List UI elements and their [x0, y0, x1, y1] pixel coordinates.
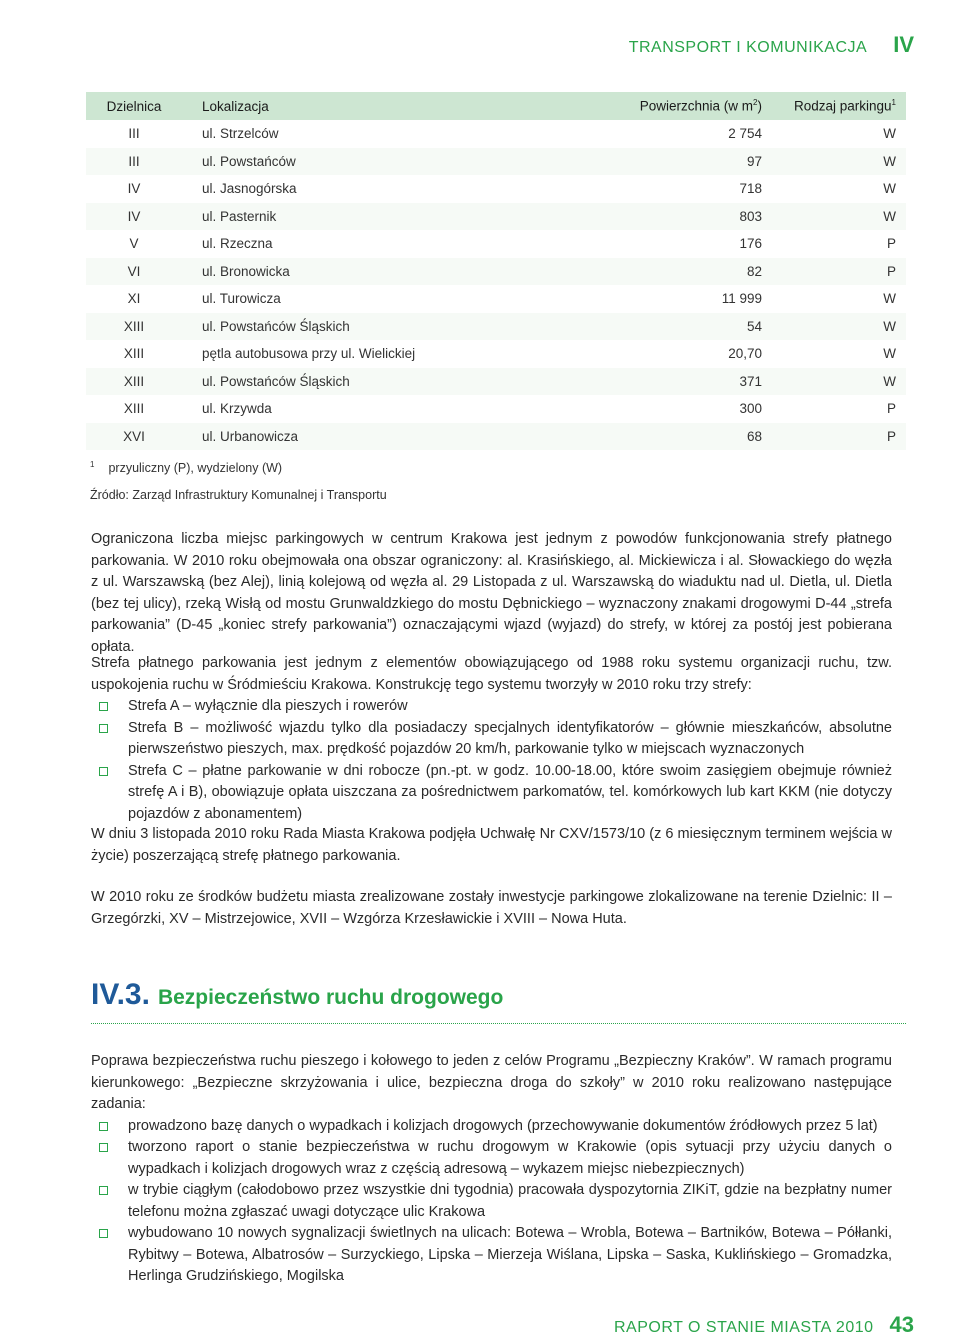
paragraph-zone-intro: Strefa płatnego parkowania jest jednym z elementów obowiązującego od 1988 roku systemu organizacji ruchu, tzw. uspokojenia ruchu w Śródmieściu Krakowa. Konstrukcję tego systemu tworzyły w 2010 roku trzy strefy: [91, 655, 892, 693]
square-bullet-icon [99, 1229, 108, 1238]
cell-type: P [886, 236, 896, 252]
zone-list [91, 696, 892, 825]
cell-type: W [766, 203, 906, 231]
cell-type: W [883, 346, 896, 362]
cell-location: ul. Powstańców Śląskich [192, 313, 554, 341]
cell-type: W [766, 313, 906, 341]
cell-location: ul. Strzelców [202, 126, 279, 142]
col-area: Powierzchnia (w $m^2$) [554, 92, 766, 120]
table-row [86, 175, 906, 203]
paragraph-paid-zone [91, 653, 892, 825]
cell-type: W [883, 291, 896, 307]
chapter-number: IV [893, 32, 914, 57]
cell-area: 97 [554, 148, 766, 176]
square-bullet-icon [99, 1186, 108, 1195]
cell-type: W [766, 148, 906, 176]
cell-location: ul. Urbanowicza [192, 423, 554, 451]
table-footnote: $^1$ przyuliczny (P), wydzielony (W) [90, 460, 283, 476]
cell-district: XIII [86, 368, 192, 396]
list-item: Strefa C – płatne parkowanie w dni robocze (pn.-pt. w godz. 10.00-18.00, które swoim zasięgiem obejmuje również strefę A i B), obowiązuje opłata uiszczana za pośrednictwem parkomatów, tel. komórkowych lub kart KKM (nie dotyczy pojazdów z abonamentem) [91, 761, 892, 826]
page-number: 43 [889, 1312, 914, 1337]
table-row [86, 230, 906, 258]
paragraph-investments: W 2010 roku ze środków budżetu miasta zrealizowane zostały inwestycje parkingowe zlokalizowane na terenie Dzielnic: II – Grzegórzki, XV – Mistrzejowice, XVII – Wzgórza Krzesławickie i XVIII – Nowa Huta. [91, 889, 892, 927]
cell-area: 11 999 [721, 291, 762, 307]
cell-type: P [766, 423, 906, 451]
table-row [86, 148, 906, 176]
cell-district: XIII [123, 401, 145, 417]
cell-type: W [883, 181, 896, 197]
cell-area: 803 [554, 203, 766, 231]
paragraph-parking-limit: Ograniczona liczba miejsc parkingowych w centrum Krakowa jest jednym z powodów funkcjonowania strefy płatnego parkowania. W 2010 roku obejmowała ona obszar ograniczony: al. Krasińskiego, al. Mickiewicza i al. Słowackiego do węzła z ul. Warszawską (bez Alej), linią kolejową od węzła al. 29 Listopada z ul. Warszawską do wiaduktu nad ul. Dietla, ul. Dietla (bez tej ulicy), rzeką Wisłą od mostu Grunwaldzkiego do mostu Dębnickiego – wyznaczony znakami drogowymi D-44 „strefa parkowania” (D-45 „koniec strefy parkowania”) oznaczającymi wjazd (wyjazd) do strefy, w której za postój jest pobierana opłata. [91, 531, 892, 655]
task-list [91, 1116, 892, 1288]
cell-area: 2 754 [728, 126, 762, 142]
cell-type: W [883, 126, 896, 142]
cell-district: IV [127, 181, 141, 197]
cell-type: W [766, 368, 906, 396]
table-row [86, 313, 906, 341]
paragraph-resolution: W dniu 3 listopada 2010 roku Rada Miasta Krakowa podjęła Uchwałę Nr CXV/1573/10 (z 6 miesięcznym terminem wejścia w życie) poszerzającą strefę płatnego parkowania. [91, 826, 892, 864]
list-item: Strefa A – wyłącznie dla pieszych i rowerów [91, 696, 892, 718]
page-footer [614, 1312, 914, 1338]
cell-district: III [128, 126, 140, 142]
cell-type: P [766, 258, 906, 286]
table-row [86, 285, 906, 313]
square-bullet-icon [99, 1122, 108, 1131]
cell-district: IV [86, 203, 192, 231]
cell-location: ul. Rzeczna [202, 236, 273, 252]
cell-location: ul. Bronowicka [192, 258, 554, 286]
cell-area: 371 [554, 368, 766, 396]
section-title: Bezpieczeństwo ruchu drogowego [157, 986, 504, 1009]
section-intro: Poprawa bezpieczeństwa ruchu pieszego i kołowego to jeden z celów Programu „Bezpieczny Kraków”. W ramach programu kierunkowego: „Bezpieczne skrzyżowania i ulice, bezpieczna droga do szkoły” w 2010 roku realizowano następujące zadania: [91, 1053, 892, 1112]
table-row [86, 395, 906, 423]
square-bullet-icon [99, 724, 108, 733]
section-content [91, 1051, 892, 1288]
cell-area: 300 [739, 401, 762, 417]
table-row [86, 258, 906, 286]
cell-district: XIII [86, 313, 192, 341]
table-row [86, 203, 906, 231]
table-source: Źródło: Zarząd Infrastruktury Komunalnej i Transportu [90, 488, 387, 502]
cell-district: VI [86, 258, 192, 286]
running-header [629, 32, 914, 58]
list-item: wybudowano 10 nowych sygnalizacji świetlnych na ulicach: Botewa – Wrobla, Botewa – Bartników, Botewa – Półłanki, Rybitwy – Botewa, Albatrosów – Surzyckiego, Lipska – Mierzeja Wiślana, Lipska – Saska, Kuklińskiego – Gromadzka, Herlinga Grudzińskiego, Mogilska [91, 1223, 892, 1288]
cell-area: 68 [554, 423, 766, 451]
table-row [86, 120, 906, 148]
col-type: Rodzaj parkingu$^1$ [766, 92, 906, 120]
cell-location: ul. Powstańców [192, 148, 554, 176]
square-bullet-icon [99, 1143, 108, 1152]
cell-location: ul. Powstańców Śląskich [192, 368, 554, 396]
cell-district: III [86, 148, 192, 176]
list-item: w trybie ciągłym (całodobowo przez wszystkie dni tygodnia) pracowała dyspozytornia ZIKiT, gdzie na bezpłatny numer telefonu można zgłaszać uwagi dotyczące ulic Krakowa [91, 1180, 892, 1223]
cell-type: P [886, 401, 896, 417]
section-divider [91, 1023, 906, 1024]
cell-district: XIII [123, 346, 145, 362]
col-district: Dzielnica [86, 92, 192, 120]
cell-location: ul. Pasternik [192, 203, 554, 231]
table-row [86, 423, 906, 451]
parking-table [86, 92, 906, 450]
cell-district: V [129, 236, 139, 252]
square-bullet-icon [99, 767, 108, 776]
cell-location: ul. Jasnogórska [202, 181, 297, 197]
header-title: TRANSPORT I KOMUNIKACJA [628, 39, 868, 56]
cell-area: 176 [739, 236, 762, 252]
list-item: Strefa B – możliwość wjazdu tylko dla posiadaczy specjalnych identyfikatorów – głównie mieszkańców, absolutne pierwszeństwo pieszych, max. prędkość pojazdów 20 km/h, parkowanie tylko w miejscach wyznaczonych [91, 718, 892, 761]
section-heading [91, 978, 503, 1012]
table-body [86, 120, 906, 450]
cell-district: XI [127, 291, 141, 307]
cell-location: ul. Krzywda [202, 401, 272, 417]
cell-area: 54 [554, 313, 766, 341]
cell-area: 718 [739, 181, 762, 197]
list-item: prowadzono bazę danych o wypadkach i kolizjach drogowych (przechowywanie dokumentów źródłowych przez 5 lat) [91, 1116, 892, 1138]
cell-area: 82 [554, 258, 766, 286]
table-header-row [86, 92, 906, 120]
cell-location: ul. Turowicza [202, 291, 281, 307]
cell-location: pętla autobusowa przy ul. Wielickiej [202, 346, 416, 362]
cell-area: 20,70 [728, 346, 762, 362]
col-location: Lokalizacja [192, 92, 554, 120]
list-item: tworzono raport o stanie bezpieczeństwa w ruchu drogowym w Krakowie (opis sytuacji przy użyciu danych o wypadkach i kolizjach drogowych wraz z częścią adresową – wykazem miejsc niebezpiecznych) [91, 1137, 892, 1180]
section-number: IV.3. [91, 978, 150, 1011]
footer-title: RAPORT O STANIE MIASTA 2010 [614, 1319, 874, 1336]
table-row [86, 340, 906, 368]
table-row [86, 368, 906, 396]
square-bullet-icon [99, 702, 108, 711]
cell-district: XVI [86, 423, 192, 451]
